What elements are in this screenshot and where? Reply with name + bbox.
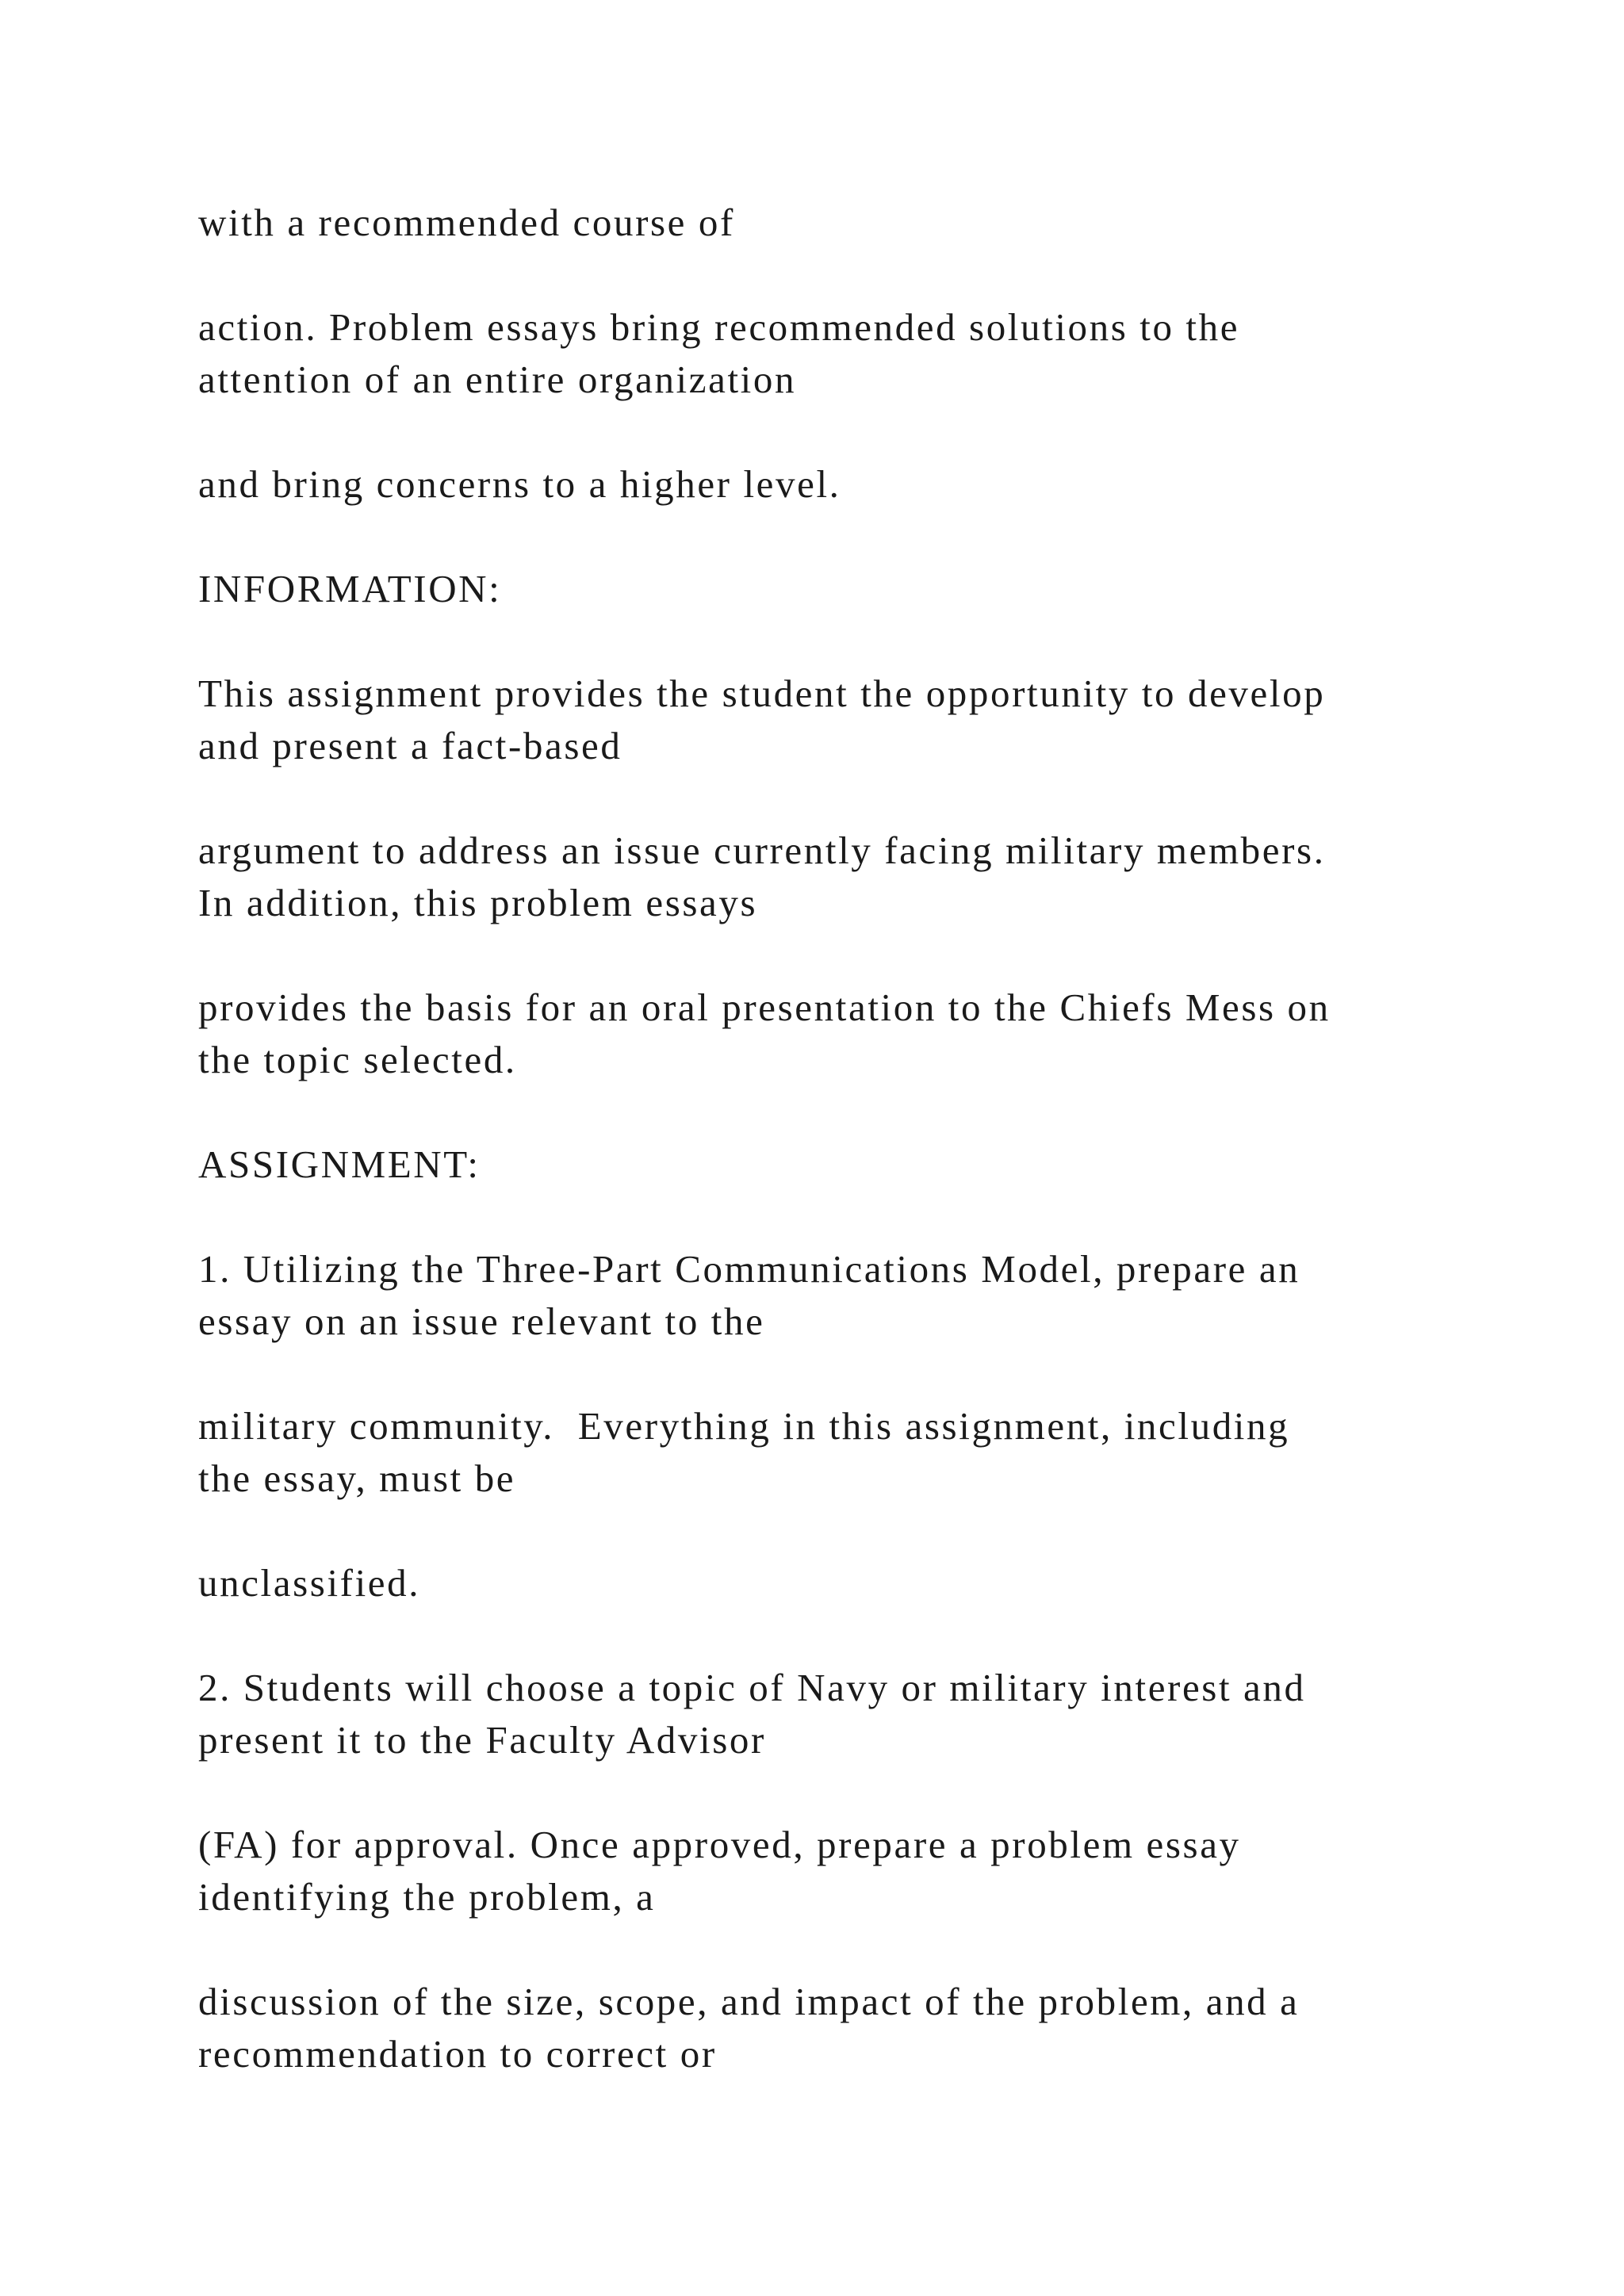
paragraph-7: 1. Utilizing the Three-Part Communications Model, prepare an essay on an issue relevant to the: [198, 1247, 1300, 1343]
section-heading-information: INFORMATION:: [198, 567, 502, 610]
paragraph-8: military community. Everything in this assignment, including the essay, must be: [198, 1404, 1290, 1500]
paragraph-4: This assignment provides the student the opportunity to develop and present a fact-based: [198, 672, 1326, 767]
paragraph-3: and bring concerns to a higher level.: [198, 462, 841, 506]
paragraph-11: (FA) for approval. Once approved, prepare a problem essay identifying the problem, a: [198, 1823, 1241, 1919]
paragraph-10: 2. Students will choose a topic of Navy or military interest and present it to the Faculty Advisor: [198, 1666, 1306, 1762]
paragraph-2: action. Problem essays bring recommended solutions to the attention of an entire organization: [198, 305, 1240, 401]
paragraph-1: with a recommended course of: [198, 201, 735, 244]
paragraph-6: provides the basis for an oral presentation to the Chiefs Mess on the topic selected.: [198, 985, 1331, 1081]
paragraph-5: argument to address an issue currently facing military members. In addition, this problem essays: [198, 828, 1326, 924]
section-heading-assignment: ASSIGNMENT:: [198, 1142, 481, 1186]
paragraph-12: discussion of the size, scope, and impact of the problem, and a recommendation to correct or: [198, 1980, 1300, 2076]
paragraph-9: unclassified.: [198, 1561, 421, 1605]
